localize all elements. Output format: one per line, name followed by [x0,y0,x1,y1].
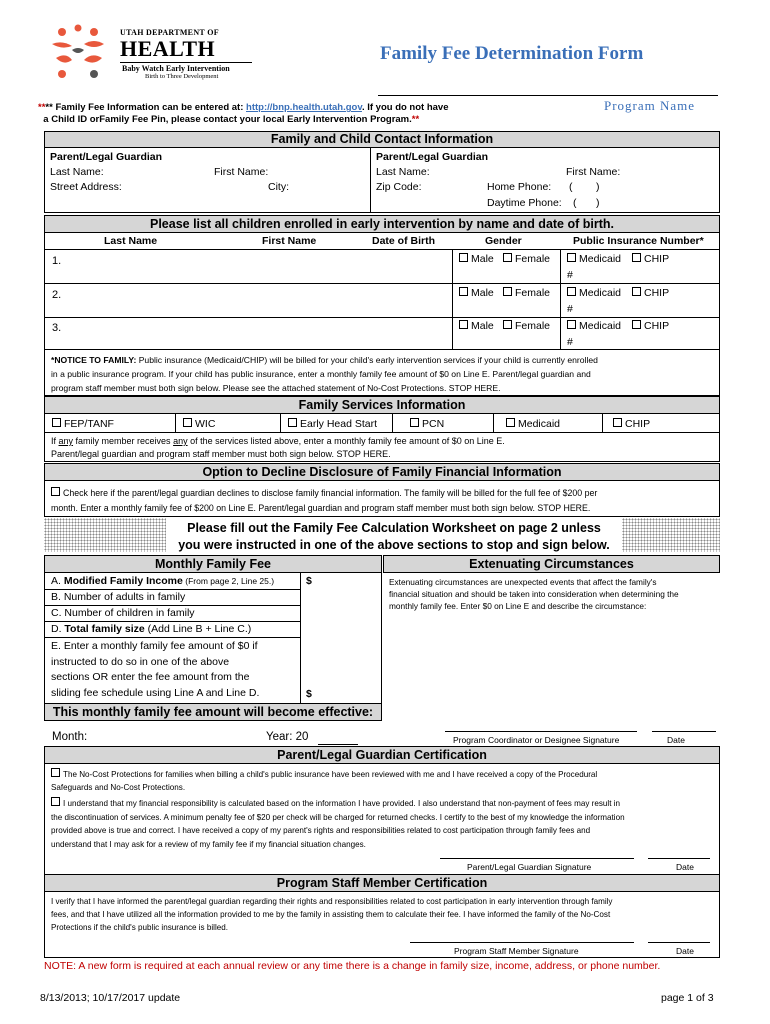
chip-checkbox-2[interactable]: CHIP [632,287,669,299]
staff-date-label: Date [676,946,694,956]
guardian-cert-header: Parent/Legal Guardian Certification [44,746,720,764]
pcn-checkbox[interactable]: PCN [410,418,444,430]
guardian-sig-label: Parent/Legal Guardian Signature [467,862,592,872]
contact-divider [370,148,371,212]
insurance-notice: *NOTICE TO FAMILY: Public insurance (Medicaid/CHIP) will be billed for your child's early intervention services if your child is currently enrolled in a public insurance program. If your child has public insurance, enter a monthly family fee amount of $0 on Line E. Parent/legal guardian and program staff member must both sign below. Please see the attached statement of No-Cost Protections. STOP HERE. [51,355,598,393]
decline-checkbox[interactable]: Check here if the parent/legal guardian declines to disclose family financial information. The family will be billed for the full fee of $200 per month. Enter a monthly family fee of $200 on Line E. Parent/legal guardian and program staff member must both sign below. STOP HERE. [51,488,598,513]
line-d-label: D. Total family size (Add Line B + Line C.) [51,623,252,635]
chip-service-checkbox[interactable]: CHIP [613,418,650,430]
street-label: Street Address: [50,181,122,193]
medicaid-checkbox-1[interactable]: Medicaid [567,253,621,265]
hatch-right [622,518,720,552]
year-label: Year: 20 [266,731,309,743]
daytime-phone-close: ) [596,197,600,209]
line-a-dollar: $ [306,575,312,587]
insurance-hash-2: # [567,303,573,315]
male-checkbox-2[interactable]: Male [459,287,494,299]
notice-stars: ** [38,102,46,113]
child-row-1: 1. [52,255,62,267]
col-dob: Date of Birth [372,235,435,247]
wic-checkbox[interactable]: WIC [183,418,215,430]
worksheet-instruction: Please fill out the Family Fee Calculation Worksheet on page 2 unless you were instructed in one of the above sections to stop and sign below. [178,521,610,552]
extenuating-text: Extenuating circumstances are unexpected events that affect the family's financial situation and should be taken into consideration when determining the monthly family fee. Enter $0 on Line E and describe the circumstance: [389,577,679,611]
staff-signature-field[interactable] [410,942,634,943]
fep-tanf-checkbox[interactable]: FEP/TANF [52,418,114,430]
page-number: page 1 of 3 [661,992,714,1004]
hatch-left [44,518,166,552]
medicaid-checkbox-2[interactable]: Medicaid [567,287,621,299]
guardian-left-label: Parent/Legal Guardian [50,151,163,163]
logo-health: HEALTH [120,36,216,61]
insurance-hash-3: # [567,336,573,348]
revision-date: 8/13/2013; 10/17/2017 update [40,992,181,1004]
program-name-label: Program Name [604,98,696,113]
guardian-right-label: Parent/Legal Guardian [376,151,489,163]
col-first-name: First Name [262,235,317,247]
staff-cert-header: Program Staff Member Certification [44,874,720,892]
male-checkbox-3[interactable]: Male [459,320,494,332]
logo-rule [120,62,252,63]
decline-header: Option to Decline Disclosure of Family Financial Information [44,463,720,481]
daytime-phone-open: ( [573,197,577,209]
medicaid-checkbox-3[interactable]: Medicaid [567,320,621,332]
line-a-label: A. Modified Family Income (From page 2, Line 25.) [51,575,275,587]
line-c-label: C. Number of children in family [51,607,195,619]
chip-checkbox-3[interactable]: CHIP [632,320,669,332]
last-name-label-2: Last Name: [376,166,430,178]
coordinator-sig-label: Program Coordinator or Designee Signature [453,735,620,745]
female-checkbox-3[interactable]: Female [503,320,550,332]
col-insurance: Public Insurance Number* [573,235,704,247]
guardian-date-field[interactable] [648,858,710,859]
no-cost-ack-checkbox[interactable]: The No-Cost Protections for families when billing a child's public insurance have been reviewed with me and I have received a copy of the Procedural Safeguards and No-Cost Protections. [51,770,598,792]
logo-dept: UTAH DEPARTMENT OF [120,28,219,37]
year-field[interactable] [318,744,358,745]
staff-sig-label: Program Staff Member Signature [454,946,579,956]
col-last-name: Last Name [104,235,158,247]
last-name-label: Last Name: [50,166,104,178]
home-phone-open: ( [569,181,573,193]
col-gender: Gender [485,235,522,247]
coordinator-signature-field[interactable] [445,731,637,732]
medicaid-service-checkbox[interactable]: Medicaid [506,418,560,430]
male-checkbox-1[interactable]: Male [459,253,494,265]
home-phone-close: ) [596,181,600,193]
coordinator-date-label: Date [667,735,685,745]
line-b-label: B. Number of adults in family [51,591,186,603]
zip-label: Zip Code: [376,181,422,193]
extenuating-header: Extenuating Circumstances [383,555,720,573]
children-header: Please list all children enrolled in early intervention by name and date of birth. [44,215,720,233]
guardian-date-label: Date [676,862,694,872]
coordinator-date-field[interactable] [652,731,716,732]
first-name-label-2: First Name: [566,166,621,178]
logo-tagline: Birth to Three Development [145,73,219,80]
month-label: Month: [52,731,88,743]
home-phone-label: Home Phone: [487,181,552,193]
services-note: If any family member receives any of the services listed above, enter a monthly family fee amount of $0 on Line E. Parent/legal guardian and program staff member must both sign below. STOP HERE. [51,436,505,459]
line-e-dollar: $ [306,688,312,700]
child-row-3: 3. [52,322,62,334]
form-title: Family Fee Determination Form [380,43,644,64]
services-header: Family Services Information [44,396,720,414]
insurance-hash-1: # [567,269,573,281]
annual-review-note: NOTE: A new form is required at each annual review or any time there is a change in family size, income, address, or phone number. [44,960,661,972]
guardian-signature-field[interactable] [440,858,634,859]
early-head-start-checkbox[interactable]: Early Head Start [288,418,377,430]
daytime-phone-label: Daytime Phone: [487,197,562,209]
monthly-fee-header: Monthly Family Fee [44,555,382,573]
city-label: City: [268,181,289,193]
entry-notice: **** Family Fee Information can be entered at: http://bnp.health.utah.gov. If you do not have a Child ID orFamily Fee Pin, please contact your local Early Intervention Program.** [38,102,449,125]
program-name-field[interactable] [378,95,718,96]
bnp-link[interactable]: http://bnp.health.utah.gov [246,102,362,113]
female-checkbox-1[interactable]: Female [503,253,550,265]
first-name-label: First Name: [214,166,269,178]
child-row-2: 2. [52,289,62,301]
contact-header: Family and Child Contact Information [44,131,720,148]
staff-cert-text: I verify that I have informed the parent/legal guardian regarding their rights and responsibilities related to cost participation in early intervention through family fees, and that I have utilized all the information provided to me by the family in assisting them to calculate their fee. I have informed the family of the No-Cost Protections if the child's public insurance is billed. [51,897,613,932]
logo-program: Baby Watch Early Intervention [122,64,230,73]
staff-date-field[interactable] [648,942,710,943]
female-checkbox-2[interactable]: Female [503,287,550,299]
effective-header: This monthly family fee amount will become effective: [44,703,382,721]
responsibility-ack-checkbox[interactable]: I understand that my financial responsibility is calculated based on the information I have provided. I also understand that non-payment of fees may result in the discontinuation of services. A minimum penalty fee of $20 per check will be charged for returned checks. I certify to the best of my knowledge the information provided above is true and correct. I have received a copy of my parent's rights and responsibilities related to cost participation through family fees and understand that I may ask for a review of my family fee if my financial situation changes. [51,799,625,849]
chip-checkbox-1[interactable]: CHIP [632,253,669,265]
line-e-label: E. Enter a monthly family fee amount of $0 if instructed to do so in one of the above sections OR enter the fee amount from the sliding fee schedule using Line A and Line D. [51,640,260,699]
